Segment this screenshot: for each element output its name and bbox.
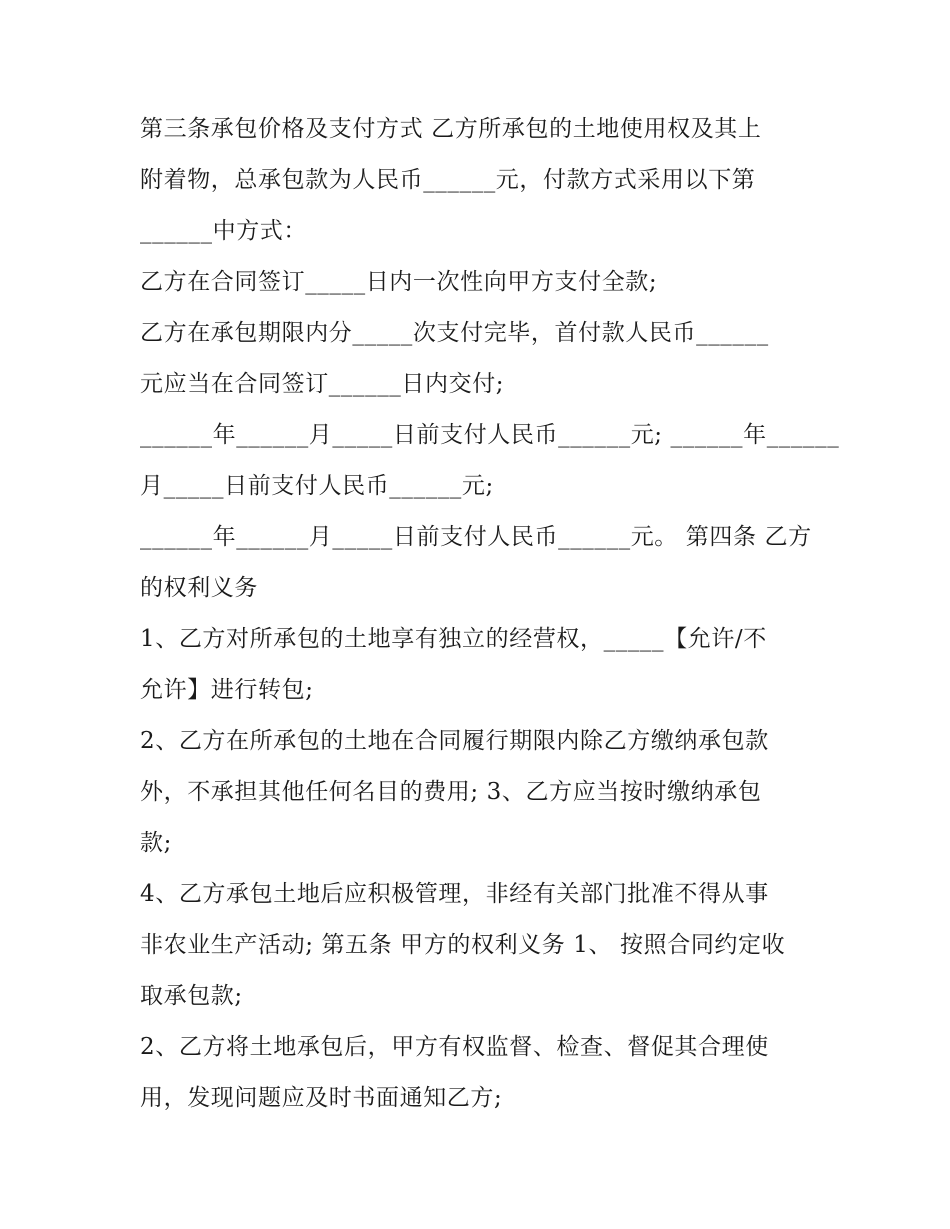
paragraph-installments <box>140 308 820 410</box>
text-line: 4、乙方承包土地后应积极管理，非经有关部门批准不得从事 <box>140 881 769 907</box>
paragraph-lump-sum <box>140 257 820 308</box>
paragraph-party-b-right-1 <box>140 614 820 716</box>
text-line: 外，不承担其他任何名目的费用; 3、乙方应当按时缴纳承包 <box>140 779 762 805</box>
text-line: 第三条承包价格及支付方式 乙方所承包的土地使用权及其上 <box>140 116 762 142</box>
text-line: ______年______月_____日前支付人民币______元; ______年______ <box>140 422 840 448</box>
text-line: 取承包款; <box>140 983 243 1009</box>
text-line: 款; <box>140 830 172 856</box>
text-line: 月_____日前支付人民币______元; <box>140 473 494 499</box>
text-line: 1、乙方对所承包的土地享有独立的经营权，_____【允许/不 <box>140 626 767 652</box>
text-line: 用，发现问题应及时书面通知乙方; <box>140 1085 503 1111</box>
text-line: 允许】进行转包; <box>140 677 314 703</box>
paragraph-party-b-right-2-3 <box>140 716 820 869</box>
text-line: 乙方在承包期限内分_____次支付完毕，首付款人民币______ <box>140 320 769 346</box>
paragraph-payment-dates-1 <box>140 410 840 512</box>
text-line: 乙方在合同签订_____日内一次性向甲方支付全款; <box>140 269 658 295</box>
text-line: ______中方式： <box>140 218 307 244</box>
paragraph-party-b-right-4 <box>140 869 820 1022</box>
text-line: ______年______月_____日前支付人民币______元。 第四条 乙方 <box>140 524 812 550</box>
document-page <box>140 104 840 1124</box>
text-line: 元应当在合同签订______日内交付; <box>140 371 505 397</box>
text-line: 2、乙方在所承包的土地在合同履行期限内除乙方缴纳承包款 <box>140 728 769 754</box>
text-line: 的权利义务 <box>140 575 258 601</box>
text-line: 附着物，总承包款为人民币______元，付款方式采用以下第 <box>140 167 756 193</box>
paragraph-payment-dates-2 <box>140 512 820 614</box>
text-line: 2、乙方将土地承包后，甲方有权监督、检查、督促其合理使 <box>140 1034 769 1060</box>
text-line: 非农业生产活动; 第五条 甲方的权利义务 1、 按照合同约定收 <box>140 932 786 958</box>
paragraph-party-a-right-2 <box>140 1022 820 1124</box>
paragraph-article-3-payment <box>140 104 820 257</box>
